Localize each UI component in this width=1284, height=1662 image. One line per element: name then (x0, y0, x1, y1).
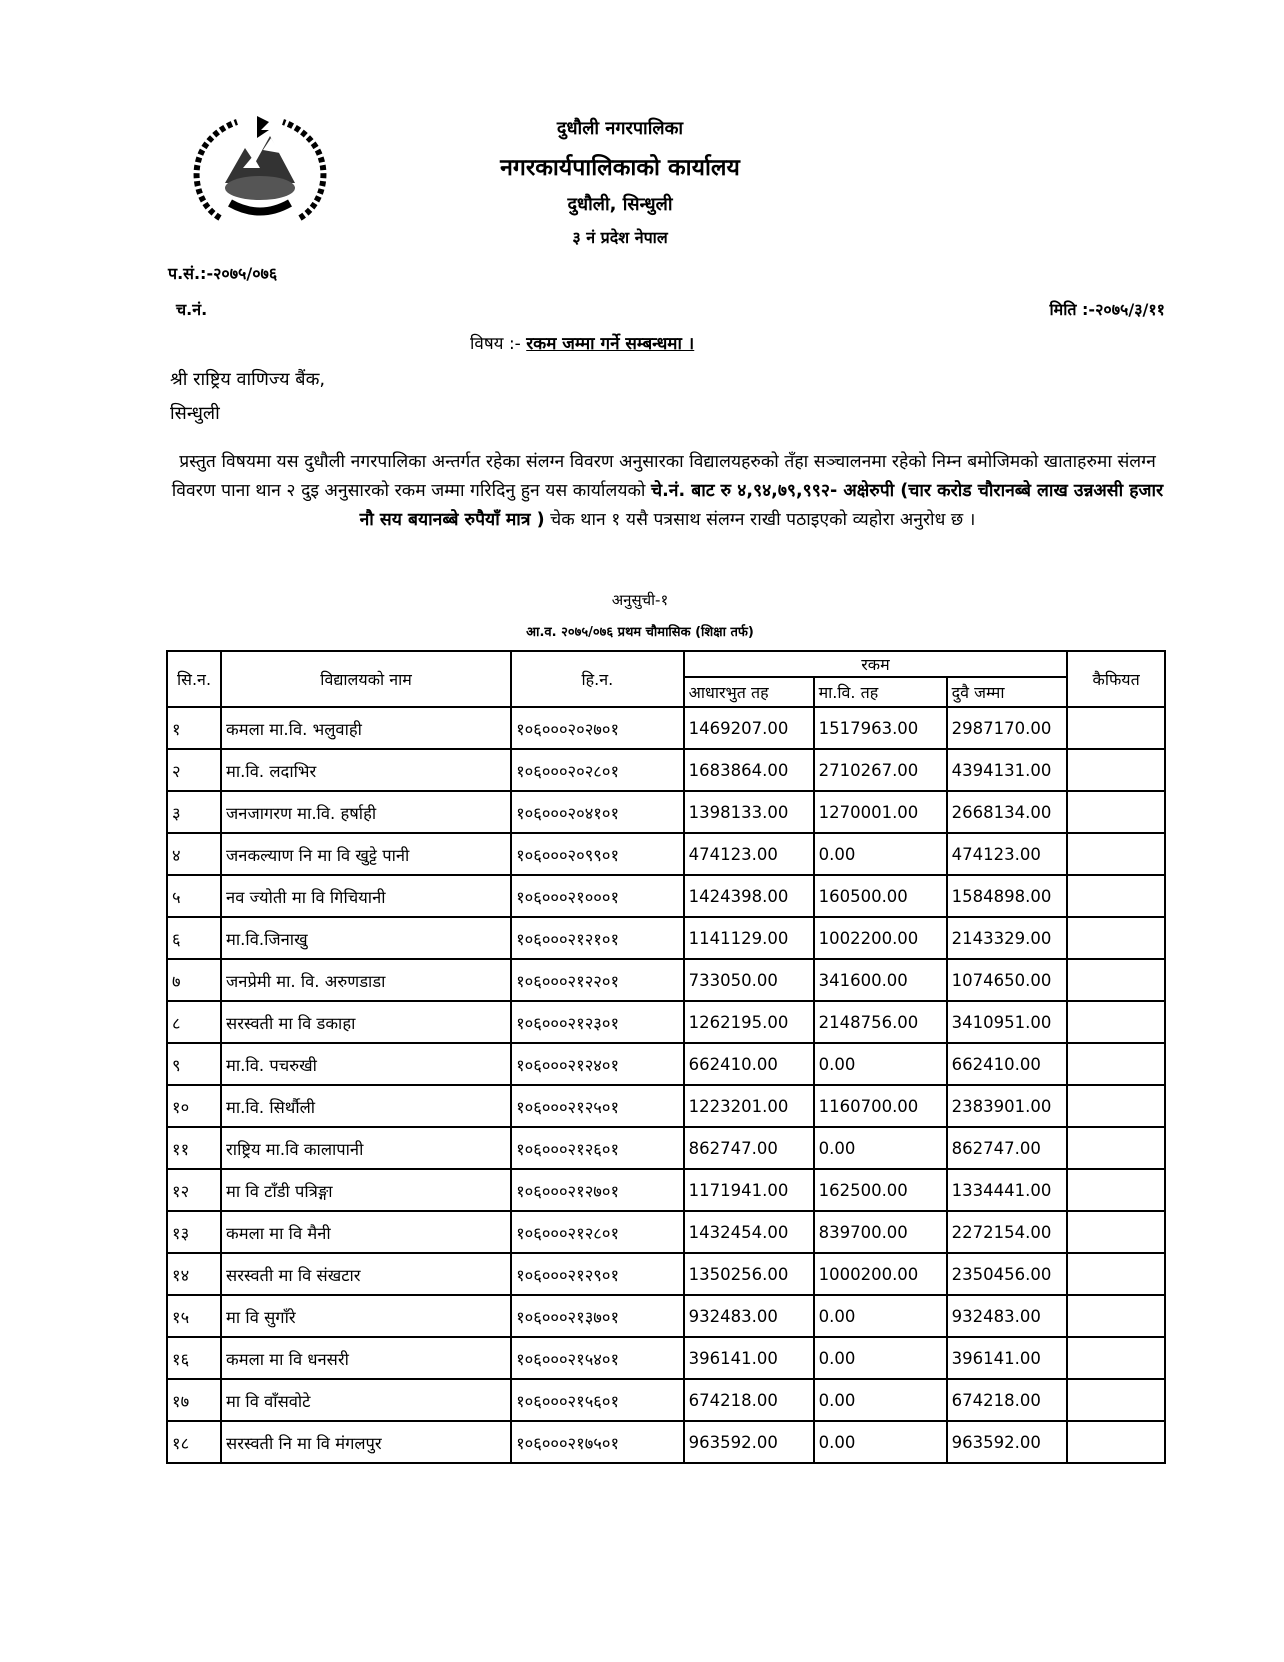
cell-account-number: १०६०००२१५६०१ (511, 1379, 684, 1421)
cell-serial: १६ (167, 1337, 221, 1379)
table-row (167, 1169, 1165, 1211)
cell-account-number: १०६०००२१२६०१ (511, 1127, 684, 1169)
cell-school-name: मा.वि. पचरुखी (221, 1043, 511, 1085)
cell-school-name: कमला मा.वि. भलुवाही (221, 707, 511, 749)
subject-prefix: विषय :- (470, 334, 521, 354)
cell-secondary-amount: 341600.00 (814, 959, 947, 1001)
cell-secondary-amount: 160500.00 (814, 875, 947, 917)
cell-serial: १७ (167, 1379, 221, 1421)
cell-serial: १० (167, 1085, 221, 1127)
nepal-emblem-icon (185, 108, 335, 236)
table-row (167, 1211, 1165, 1253)
cell-serial: ८ (167, 1001, 221, 1043)
cell-account-number: १०६०००२१२३०१ (511, 1001, 684, 1043)
cell-total-amount: 1584898.00 (947, 875, 1068, 917)
cell-secondary-amount: 839700.00 (814, 1211, 947, 1253)
office-location: दुधौली, सिन्धुली (567, 194, 673, 215)
cell-school-name: सरस्वती नि मा वि मंगलपुर (221, 1421, 511, 1463)
cell-secondary-amount: 1270001.00 (814, 791, 947, 833)
reference-number: प.सं.:-२०७५/०७६ (168, 264, 278, 283)
letter-date: मिति :-२०७५/३/११ (1049, 300, 1165, 319)
cell-serial: १८ (167, 1421, 221, 1463)
cell-secondary-amount: 1000200.00 (814, 1253, 947, 1295)
body-text-1: प्रस्तुत विषयमा यस दुधौली नगरपालिका अन्तर्गत रहेका संलग्न विवरण अनुसारका विद्यालयहरुको तँहा सञ्चालनमा रहेको निम्न बमोजिमको खाताहरुमा संलग्न विवरण पाना थान २ दुइ अनुसारको रकम जम्मा गरिदिनु हुन यस कार्यालयको (171, 452, 1156, 501)
cell-serial: १३ (167, 1211, 221, 1253)
cell-basic-amount: 1350256.00 (684, 1253, 814, 1295)
table-row (167, 1379, 1165, 1421)
cell-basic-amount: 674218.00 (684, 1379, 814, 1421)
cell-account-number: १०६०००२१३७०१ (511, 1295, 684, 1337)
cell-serial: ९ (167, 1043, 221, 1085)
dispatch-number: च.नं. (176, 300, 208, 319)
cell-remarks (1067, 875, 1165, 917)
cell-basic-amount: 1171941.00 (684, 1169, 814, 1211)
cell-total-amount: 963592.00 (947, 1421, 1068, 1463)
cell-account-number: १०६०००२०९९०१ (511, 833, 684, 875)
cell-basic-amount: 1223201.00 (684, 1085, 814, 1127)
cell-school-name: कमला मा वि धनसरी (221, 1337, 511, 1379)
cell-account-number: १०६०००२१२४०१ (511, 1043, 684, 1085)
cell-remarks (1067, 1211, 1165, 1253)
cell-school-name: जनकल्याण नि मा वि खुट्टे पानी (221, 833, 511, 875)
cell-remarks (1067, 1043, 1165, 1085)
cell-account-number: १०६०००२१५४०१ (511, 1337, 684, 1379)
cell-school-name: सरस्वती मा वि संखटार (221, 1253, 511, 1295)
cell-remarks (1067, 1001, 1165, 1043)
cell-school-name: मा.वि. लदाभिर (221, 749, 511, 791)
table-row (167, 791, 1165, 833)
cell-account-number: १०६०००२१२१०१ (511, 917, 684, 959)
cell-secondary-amount: 0.00 (814, 833, 947, 875)
cell-school-name: कमला मा वि मैनी (221, 1211, 511, 1253)
table-row (167, 1043, 1165, 1085)
subject-text: रकम जम्मा गर्ने सम्बन्धमा । (526, 334, 695, 354)
cell-account-number: १०६०००२१२२०१ (511, 959, 684, 1001)
cell-basic-amount: 474123.00 (684, 833, 814, 875)
cell-school-name: मा वि टाँडी पत्रिङ्गा (221, 1169, 511, 1211)
header-amount: रकम (684, 651, 1068, 677)
fiscal-period: आ.व. २०७५/०७६ प्रथम चौमासिक (शिक्षा तर्फ) (526, 625, 754, 640)
annex-title: अनुसुची-१ (611, 591, 669, 609)
cell-remarks (1067, 1169, 1165, 1211)
header-total: दुवै जम्मा (947, 677, 1068, 707)
cell-secondary-amount: 162500.00 (814, 1169, 947, 1211)
cell-total-amount: 862747.00 (947, 1127, 1068, 1169)
cell-remarks (1067, 1337, 1165, 1379)
cell-serial: ५ (167, 875, 221, 917)
cell-secondary-amount: 0.00 (814, 1295, 947, 1337)
cell-total-amount: 932483.00 (947, 1295, 1068, 1337)
cell-basic-amount: 733050.00 (684, 959, 814, 1001)
schools-amount-table (166, 650, 1166, 1464)
cell-school-name: जनजागरण मा.वि. हर्षाही (221, 791, 511, 833)
cell-total-amount: 474123.00 (947, 833, 1068, 875)
cell-total-amount: 2143329.00 (947, 917, 1068, 959)
table-row (167, 917, 1165, 959)
cell-remarks (1067, 917, 1165, 959)
cell-serial: २ (167, 749, 221, 791)
cell-serial: ६ (167, 917, 221, 959)
cell-basic-amount: 1683864.00 (684, 749, 814, 791)
cell-total-amount: 1074650.00 (947, 959, 1068, 1001)
cell-serial: १ (167, 707, 221, 749)
cell-account-number: १०६०००२१०००१ (511, 875, 684, 917)
cell-remarks (1067, 833, 1165, 875)
addressee-name: श्री राष्ट्रिय वाणिज्य बैंक, (170, 369, 326, 390)
cell-basic-amount: 932483.00 (684, 1295, 814, 1337)
cell-school-name: राष्ट्रिय मा.वि कालापानी (221, 1127, 511, 1169)
cell-account-number: १०६०००२१२७०१ (511, 1169, 684, 1211)
table-row (167, 833, 1165, 875)
body-text-2: चेक थान १ यसै पत्रसाथ संलग्न राखी पठाइएको व्यहोरा अनुरोध छ । (550, 510, 976, 530)
cell-basic-amount: 1398133.00 (684, 791, 814, 833)
cell-remarks (1067, 1295, 1165, 1337)
table-row (167, 1421, 1165, 1463)
cell-secondary-amount: 0.00 (814, 1043, 947, 1085)
cell-remarks (1067, 749, 1165, 791)
cell-total-amount: 4394131.00 (947, 749, 1068, 791)
cell-basic-amount: 1262195.00 (684, 1001, 814, 1043)
cell-account-number: १०६०००२०२८०१ (511, 749, 684, 791)
cell-remarks (1067, 1127, 1165, 1169)
cell-basic-amount: 396141.00 (684, 1337, 814, 1379)
cell-account-number: १०६०००२०४१०१ (511, 791, 684, 833)
cell-serial: ३ (167, 791, 221, 833)
cell-total-amount: 2668134.00 (947, 791, 1068, 833)
cell-total-amount: 396141.00 (947, 1337, 1068, 1379)
cell-secondary-amount: 2710267.00 (814, 749, 947, 791)
cell-remarks (1067, 1085, 1165, 1127)
cell-account-number: १०६०००२१२९०१ (511, 1253, 684, 1295)
cell-serial: १२ (167, 1169, 221, 1211)
cell-total-amount: 3410951.00 (947, 1001, 1068, 1043)
table-row (167, 959, 1165, 1001)
table-row (167, 1085, 1165, 1127)
cell-total-amount: 674218.00 (947, 1379, 1068, 1421)
table-row (167, 707, 1165, 749)
cell-remarks (1067, 1379, 1165, 1421)
cell-serial: ७ (167, 959, 221, 1001)
cell-serial: ११ (167, 1127, 221, 1169)
cell-secondary-amount: 0.00 (814, 1127, 947, 1169)
table-row (167, 749, 1165, 791)
table-row (167, 1127, 1165, 1169)
cell-total-amount: 1334441.00 (947, 1169, 1068, 1211)
municipality-name: दुधौली नगरपालिका (556, 118, 684, 139)
cell-remarks (1067, 1253, 1165, 1295)
cell-secondary-amount: 1002200.00 (814, 917, 947, 959)
cell-remarks (1067, 707, 1165, 749)
table-row (167, 1001, 1165, 1043)
table-row (167, 1295, 1165, 1337)
cell-remarks (1067, 959, 1165, 1001)
cell-basic-amount: 1469207.00 (684, 707, 814, 749)
cell-secondary-amount: 2148756.00 (814, 1001, 947, 1043)
cell-total-amount: 2987170.00 (947, 707, 1068, 749)
table-row (167, 1253, 1165, 1295)
province-name: ३ नं प्रदेश नेपाल (572, 228, 668, 247)
cell-basic-amount: 862747.00 (684, 1127, 814, 1169)
cell-serial: १५ (167, 1295, 221, 1337)
cell-total-amount: 2383901.00 (947, 1085, 1068, 1127)
letter-body (170, 448, 1165, 535)
table-row (167, 1337, 1165, 1379)
cell-basic-amount: 1141129.00 (684, 917, 814, 959)
header-serial: सि.न. (167, 651, 221, 707)
cell-secondary-amount: 1517963.00 (814, 707, 947, 749)
office-name: नगरकार्यपालिकाको कार्यालय (500, 155, 740, 181)
cell-basic-amount: 1424398.00 (684, 875, 814, 917)
cell-basic-amount: 662410.00 (684, 1043, 814, 1085)
cell-basic-amount: 1432454.00 (684, 1211, 814, 1253)
cell-basic-amount: 963592.00 (684, 1421, 814, 1463)
header-remarks: कैफियत (1067, 651, 1165, 707)
cell-account-number: १०६०००२१२८०१ (511, 1211, 684, 1253)
cell-school-name: मा वि वाँसवोटे (221, 1379, 511, 1421)
cell-school-name: मा.वि. सिर्थौली (221, 1085, 511, 1127)
cell-school-name: जनप्रेमी मा. वि. अरुणडाडा (221, 959, 511, 1001)
cell-total-amount: 662410.00 (947, 1043, 1068, 1085)
cell-account-number: १०६०००२१२५०१ (511, 1085, 684, 1127)
body-amount-text: चे.नं. बाट रु ४,९४,७९,९९२- अक्षेरुपी (चार करोड चौरानब्बे लाख उन्नअसी हजार नौ सय बयानब्बे रुपैयाँ मात्र ) (359, 481, 1164, 530)
header-account-number: हि.न. (511, 651, 684, 707)
cell-secondary-amount: 0.00 (814, 1379, 947, 1421)
cell-secondary-amount: 0.00 (814, 1337, 947, 1379)
cell-school-name: मा.वि.जिनाखु (221, 917, 511, 959)
cell-total-amount: 2272154.00 (947, 1211, 1068, 1253)
cell-account-number: १०६०००२०२७०१ (511, 707, 684, 749)
cell-secondary-amount: 0.00 (814, 1421, 947, 1463)
table-body (167, 707, 1165, 1463)
header-secondary-level: मा.वि. तह (814, 677, 947, 707)
cell-serial: १४ (167, 1253, 221, 1295)
cell-account-number: १०६०००२१७५०१ (511, 1421, 684, 1463)
table-row (167, 875, 1165, 917)
header-school-name: विद्यालयको नाम (221, 651, 511, 707)
header-basic-level: आधारभुत तह (684, 677, 814, 707)
cell-total-amount: 2350456.00 (947, 1253, 1068, 1295)
subject-line (470, 331, 694, 354)
cell-remarks (1067, 1421, 1165, 1463)
cell-remarks (1067, 791, 1165, 833)
cell-serial: ४ (167, 833, 221, 875)
cell-school-name: नव ज्योती मा वि गिचियानी (221, 875, 511, 917)
cell-school-name: सरस्वती मा वि डकाहा (221, 1001, 511, 1043)
addressee-location: सिन्धुली (170, 403, 220, 424)
cell-secondary-amount: 1160700.00 (814, 1085, 947, 1127)
cell-school-name: मा वि सुगाँरे (221, 1295, 511, 1337)
